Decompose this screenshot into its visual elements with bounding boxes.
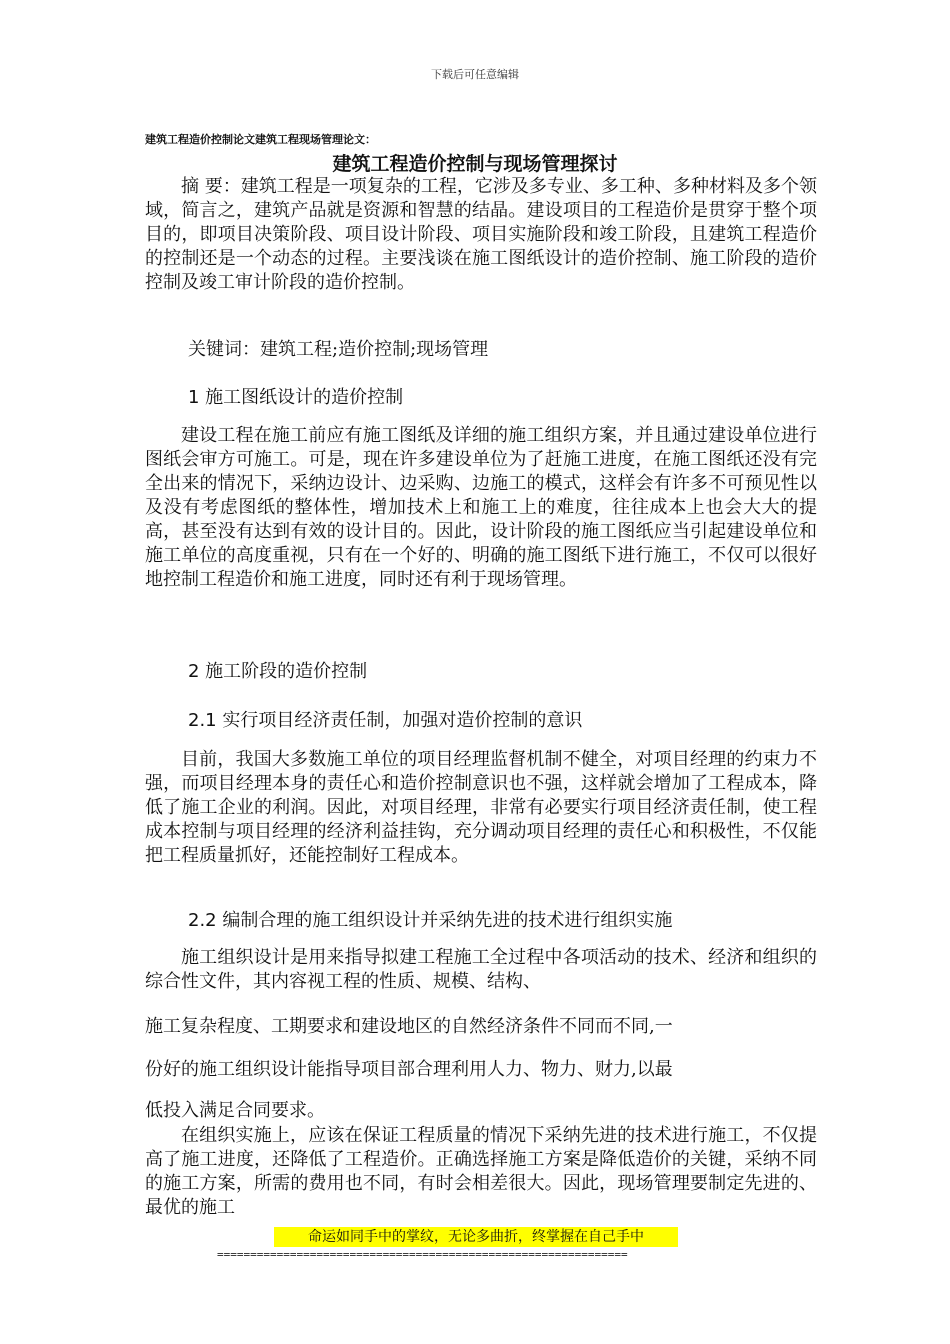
keywords-line: 关键词：建筑工程;造价控制;现场管理 [188, 339, 489, 360]
section-2-1-paragraph: 目前，我国大多数施工单位的项目经理监督机制不健全，对项目经理的约束力不强，而项目经理本身的责任心和造价控制意识也不强，这样就会增加了工程成本，降低了施工企业的利润。因此，对项目经理，非常有必要实行项目经济责任制，使工程成本控制与项目经理的经济利益挂钩，充分调动项目经理的责任心和积极性，不仅能把工程质量抓好，还能控制好工程成本。 [145, 749, 817, 866]
section-2-1-heading: 2.1 实行项目经济责任制，加强对造价控制的意识 [188, 710, 583, 731]
document-title: 建筑工程造价控制与现场管理探讨 [332, 153, 618, 175]
footer-separator: ============================================================== [217, 1248, 628, 1261]
section-1-heading: 1 施工图纸设计的造价控制 [188, 387, 404, 408]
section-1-paragraph: 建设工程在施工前应有施工图纸及详细的施工组织方案，并且通过建设单位进行图纸会审方可施工。可是，现在许多建设单位为了赶施工进度，在施工图纸还没有完全出来的情况下，采纳边设计、边采购、边施工的模式，这样会有许多不可预见性以及没有考虑图纸的整体性，增加技术上和施工上的难度，往往成本上也会大大的提高，甚至没有达到有效的设计目的。因此，设计阶段的施工图纸应当引起建设单位和施工单位的高度重视，只有在一个好的、明确的施工图纸下进行施工，不仅可以很好地控制工程造价和施工进度，同时还有利于现场管理。 [145, 425, 817, 590]
abstract-paragraph: 摘 要：建筑工程是一项复杂的工程，它涉及多专业、多工种、多种材料及多个领域，简言之，建筑产品就是资源和智慧的结晶。建设项目的工程造价是贯穿于整个项目的，即项目决策阶段、项目设计阶段、项目实施阶段和竣工阶段，且建筑工程造价的控制还是一个动态的过程。主要浅谈在施工图纸设计的造价控制、施工阶段的造价控制及竣工审计阶段的造价控制。 [145, 176, 817, 293]
section-2-2-line: 份好的施工组织设计能指导项目部合理利用人力、物力、财力,以最 [145, 1059, 673, 1080]
header-note: 下载后可任意编辑 [431, 68, 519, 81]
section-2-2-line: 施工复杂程度、工期要求和建设地区的自然经济条件不同而不同,一 [145, 1016, 673, 1037]
section-2-2-line: 低投入满足合同要求。 [145, 1100, 325, 1121]
section-2-2-paragraph: 施工组织设计是用来指导拟建工程施工全过程中各项活动的技术、经济和组织的综合性文件，其内容视工程的性质、规模、结构、 [145, 947, 817, 992]
footer-motto: 命运如同手中的掌纹，无论多曲折，终掌握在自己手中 [274, 1227, 678, 1247]
section-2-2-paragraph-2: 在组织实施上，应该在保证工程质量的情况下采纳先进的技术进行施工，不仅提高了施工进度，还降低了工程造价。正确选择施工方案是降低造价的关键，采纳不同的施工方案，所需的费用也不同，有时会相差很大。因此，现场管理要制定先进的、最优的施工 [145, 1125, 817, 1218]
section-2-2-heading: 2.2 编制合理的施工组织设计并采纳先进的技术进行组织实施 [188, 910, 673, 931]
document-subtitle: 建筑工程造价控制论文建筑工程现场管理论文： [145, 133, 376, 146]
section-2-heading: 2 施工阶段的造价控制 [188, 661, 368, 682]
